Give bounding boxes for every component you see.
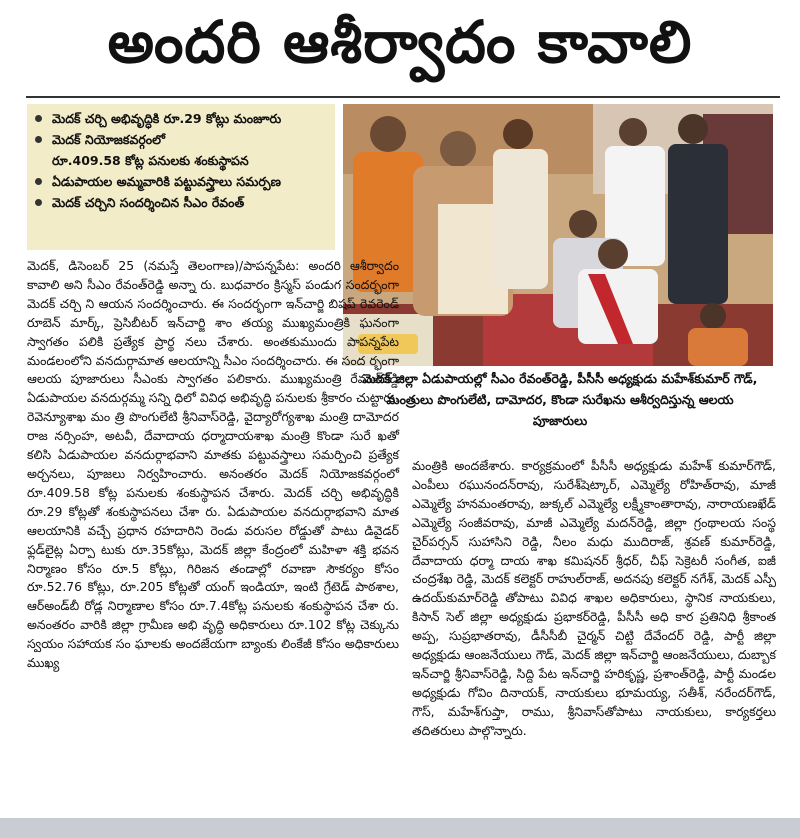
- article-body-right: [412, 457, 776, 741]
- bullet-item-continued: రూ.409.58 కోట్ల పనులకు శంకుస్థాపన: [52, 153, 249, 168]
- bullet-dot-icon: [35, 178, 42, 185]
- headline-rule: [26, 96, 780, 98]
- bullet-item: ఏడుపాయల అమ్మవారికి పట్టువస్త్రాలు సమర్పణ: [35, 173, 329, 190]
- footer-strip: [0, 818, 800, 838]
- article-paragraph: మెదక్, డిసెంబర్ 25 (నమస్తే తెలంగాణ)/పాపన్నపేట: అందరి ఆశీర్వాదం కావాలి అని సీఎం రేవంత్‌రెడ్డి అన్నా రు. బుధవారం క్రిస్మస్ పండుగ సందర్భంగా మెదక్ చర్చి ని ఆయన సందర్శించారు. ఈ సందర్భంగా ఇన్‌చార్జి బిషప్ రెవరెండ్ రూబెన్ మార్క్, ప్రెసిబీటర్ ఇన్‌చార్జి శాం తయ్య ముఖ్యమంత్రికి ఘనంగా స్వాగతం పలికి ప్రత్యేక ప్రార్థ నలు చేశారు. అంతకుముందు పాపన్నపేట మండలంలోని వనదుర్గామాత ఆలయాన్ని సీఎం సందర్శించారు. ఈ సంద ర్భంగా ఆలయ పూజారులు సీఎంకు స్వాగతం పలికారు. ముఖ్యమంత్రి రేవంత్‌రెడ్డి ఏడుపాయల వనదుర్గమ్మ సన్ని ధిలో వివిధ అభివృద్ధి పనులకు శ్రీకారం చుట్టారు. రెవెన్యూశాఖ మం త్రి పొంగులేటి శ్రీనివాస్‌రెడ్డి, వైద్యారోగ్యశాఖ మంత్రి దామోదర రాజ నర్సింహ, అటవీ, దేవాదాయ ధర్మాదాయశాఖ మంత్రి కొండా సురే ఖతో కలిసి ఏడుపాయల వనదుర్గాభవాని మాతకు పట్టువస్త్రాలు సమర్పించి ప్రత్యేక అర్చనలు, పూజలు నిర్వహించారు. అనంతరం మెదక్ నియోజకవర్గంలో రూ.409.58 కోట్ల పనులకు శంకుస్థాపన చేశారు. మెదక్ చర్చి అభివృద్ధికి రూ.29 కోట్లతో శంకుస్థాపనలు చేశా రు. ఏడుపాయల వనదుర్గాభవాని మాత ఆలయానికి వచ్చే ప్రధాన రహదారిని రెండు వరుసల రోడ్డుతో పాటు డివైడర్ ఫ్లడ్‌లైట్ల ఏర్పా టుకు రూ.35కోట్లు, మెదక్ జిల్లా కేంద్రంలో మహిళా శక్తి భవన నిర్మాణం కోసం రూ.5 కోట్లు, గిరిజన తండాల్లో రవాణా సౌకర్యం కోసం రూ.52.76 కోట్లు, రూ.205 కోట్లతో యంగ్ ఇండియా, ఇంటి గ్రేటెడ్ పాఠశాల, ఆర్‌అండ్‌బీ రోడ్ల నిర్మాణాల కోసం రూ.7.4కోట్ల పనులకు శంకుస్థాపన చేశా రు. అనంతరం వారికి జిల్లా గ్రామీణ అభి వృద్ధి అధికారులు రూ.102 కోట్ల చెక్కును స్వయం సహాయక సం ఘాలకు అందజేయగా బ్యాంకు లింకేజీ కోసం అధికారులు ముఖ్య: [27, 258, 399, 671]
- photo-caption: మెదక్ జిల్లా ఏడుపాయల్లో సీఎం రేవంత్‌రెడ్డి, పీసీసీ అధ్యక్షుడు మహేశ్‌కుమార్ గౌడ్, మంత్రులు పొంగులేటి, దామోదర, కొండా సురేఖను ఆశీర్వదిస్తున్న ఆలయ పూజారులు: [362, 371, 758, 428]
- page-headline: అందరి ఆశీర్వాదం కావాలి: [107, 7, 693, 76]
- bullet-dot-icon: [35, 136, 42, 143]
- bullet-item: మెదక్ చర్చిని సందర్శించిన సీఎం రేవంత్: [35, 194, 329, 211]
- bullet-dot-icon: [35, 199, 42, 206]
- highlights-box: [27, 104, 335, 250]
- article-body-left: [27, 257, 399, 673]
- bullet-item: మెదక్ చర్చి అభివృద్ధికి రూ.29 కోట్లు మంజూరు: [35, 110, 329, 127]
- bullet-item: మెదక్ నియోజకవర్గంలో: [35, 131, 329, 148]
- bullet-dot-icon: [35, 115, 42, 122]
- article-paragraph: మంత్రికి అందజేశారు. కార్యక్రమంలో పీసీసీ అధ్యక్షుడు మహేశ్ కుమార్‌గౌడ్, ఎంపీలు రఘునందన్‌రావు, సురేశ్‌షెట్కార్, ఎమ్మెల్యే రోహిత్‌రావు, మాజీ ఎమ్మెల్యే హనమంతరావు, జుక్కల్ ఎమ్మెల్యే లక్ష్మీకాంతారావు, నారాయణఖేడ్ ఎమ్మెల్యే సంజీవరావు, మాజీ ఎమ్మెల్యే మదన్‌రెడ్డి, జిల్లా గ్రంథాలయ సంస్థ చైర్‌పర్సన్ సుహాసిని రెడ్డి, నీలం మధు ముదిరాజ్, శ్రవణ్ కుమార్‌రెడ్డి, దేవాదాయ ధర్మా దాయ శాఖ కమిషనర్ శ్రీధర్, చీఫ్ సెక్రెటరీ సంగీత, ఐజీ చంద్రశేఖ రెడ్డి, మెదక్ కలెక్టర్ రాహుల్‌రాజ్, అదనపు కలెక్టర్ నగేశ్, మెదక్ ఎస్పీ ఉదయ్‌కుమార్‌రెడ్డి తోపాటు వివిధ శాఖల అధికారులు, స్థానిక నాయకులు, కిసాన్ సెల్ జిల్లా అధ్యక్షుడు ప్రభాకర్‌రెడ్డి, పీసీసీ అధి కార ప్రతినిధి శ్రీకాంత అప్ప, సుప్రభాతరావు, డీసీసీబీ చైర్మన్ చిట్టి దేవేందర్ రెడ్డి, పార్టీ జిల్లా అధ్యక్షుడు ఆంజనేయులు గౌడ్, మెదక్ జిల్లా ఇన్‌చార్జి ఆంజనేయులు, దుబ్బాక ఇన్‌చార్జి శ్రీనివాస్‌రెడ్డి, సిద్ది పేట ఇన్‌చార్జి హరికృష్ణ, ప్రశాంత్‌రెడ్డి, పార్టీ మండల అధ్యక్షుడు గోవిం దినాయక్, నాయకులు భూమయ్య, సతీశ్, నరేందర్‌గౌడ్, గౌస్, మహేశ్‌గుప్తా, రాము, శ్రీనివాస్‌తోపాటు నాయకులు, కార్యకర్తలు తదితరులు పాల్గొన్నారు.: [412, 458, 776, 738]
- news-photo: [343, 104, 773, 366]
